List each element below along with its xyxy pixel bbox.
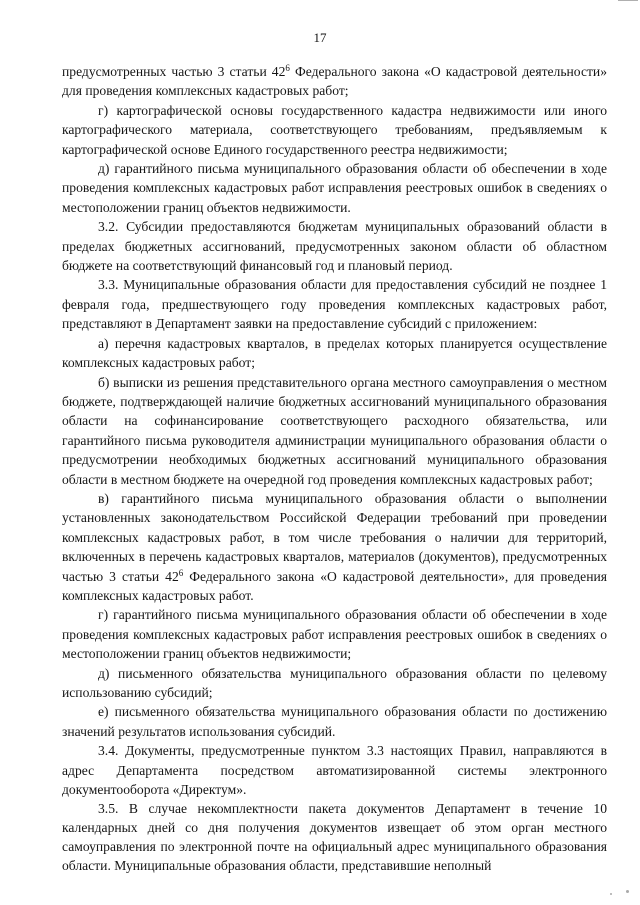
paragraph-continuation-tail xyxy=(62,62,607,101)
paragraph-item-v xyxy=(62,489,607,605)
paragraph-3-5: 3.5. В случае некомплектности пакета документов Департамент в течение 10 календарных дней со дня получения документов извещает об этом орган местного самоуправления по электронной почте на официальный адрес муниципального образования области. Муниципальные образования области, представившие неполный xyxy=(62,801,607,874)
paragraph-item-e: е) письменного обязательства муниципального образования области по достижению значений результатов использования субсидий. xyxy=(62,704,607,739)
paragraph-item-d-guarantee-letter: д) гарантийного письма муниципального образования области об обеспечении в ходе проведения комплексных кадастровых работ исправления реестровых ошибок в сведениях о местоположении границ объектов недвижимости. xyxy=(62,161,607,215)
superscript: 6 xyxy=(285,63,290,73)
paragraph-item-g-cartographic-basis: г) картографической основы государственного кадастра недвижимости или иного картографического материала, соответствующего требованиям, предъявляемым к картографической основе Единого государственного реестра недвижимости; xyxy=(62,102,607,157)
paragraph-item-a: а) перечня кадастровых кварталов, в пределах которых планируется осуществление комплексных кадастровых работ; xyxy=(62,335,607,371)
paragraph-item-g: г) гарантийного письма муниципального образования области об обеспечении в ходе проведения комплексных кадастровых работ исправления реестровых ошибок в сведениях о местоположении границ объектов недвижимости; xyxy=(62,607,607,662)
paragraph-3-2: 3.2. Субсидии предоставляются бюджетам муниципальных образований области в пределах бюджетных ассигнований, предусмотренных законом области об областном бюджете на соответствующий финансовый год и плановый период. xyxy=(62,219,607,274)
superscript: 6 xyxy=(178,567,184,578)
paragraph-text: Федерального закона «О кадастровой деятельности», для проведения комплексных кадастровых работ. xyxy=(62,568,608,603)
paragraph-3-4: 3.4. Документы, предусмотренные пунктом 3.3 настоящих Правил, направляются в адрес Департамента посредством автоматизированной системы электронного документооборота «Директум». xyxy=(62,743,607,798)
scan-speck xyxy=(626,890,629,893)
paragraph-text: в) гарантийного письма муниципального образования области о выполнении установленных законодательством Российской Федерации требований при проведении комплексных кадастровых работ, в том числе требования о наличии для территорий, включенных в перечень кадастровых кварталов, материалов (документов), предусмотренных частью 3 статьи 42 xyxy=(62,490,607,584)
scan-edge-mark xyxy=(618,0,638,4)
paragraph-text: предусмотренных частью 3 статьи 42 xyxy=(62,64,286,79)
paragraph-item-d: д) письменного обязательства муниципального образования области по целевому использованию субсидий; xyxy=(62,665,607,700)
body-text xyxy=(62,62,607,875)
paragraph-item-b: б) выписки из решения представительного органа местного самоуправления о местном бюджете, подтверждающей наличие бюджетных ассигнований муниципального образования области на софинансирование соответствующего расходного обязательства, или гарантийного письма руководителя администрации муниципального образования области о предусмотрении необходимых бюджетных ассигнований муниципального образования области в местном бюджете на очередной год проведения комплексных кадастровых работ; xyxy=(62,374,607,487)
scan-speck xyxy=(610,893,612,895)
paragraph-text: Федерального закона «О кадастровой деятельности» для проведения комплексных кадастровых работ; xyxy=(62,64,607,99)
page-number: 17 xyxy=(313,30,327,45)
paragraph-3-3: 3.3. Муниципальные образования области для предоставления субсидий не позднее 1 февраля года, предшествующего году проведения комплексных кадастровых работ, представляют в Департамент заявки на предоставление субсидий с приложением: xyxy=(62,277,607,332)
